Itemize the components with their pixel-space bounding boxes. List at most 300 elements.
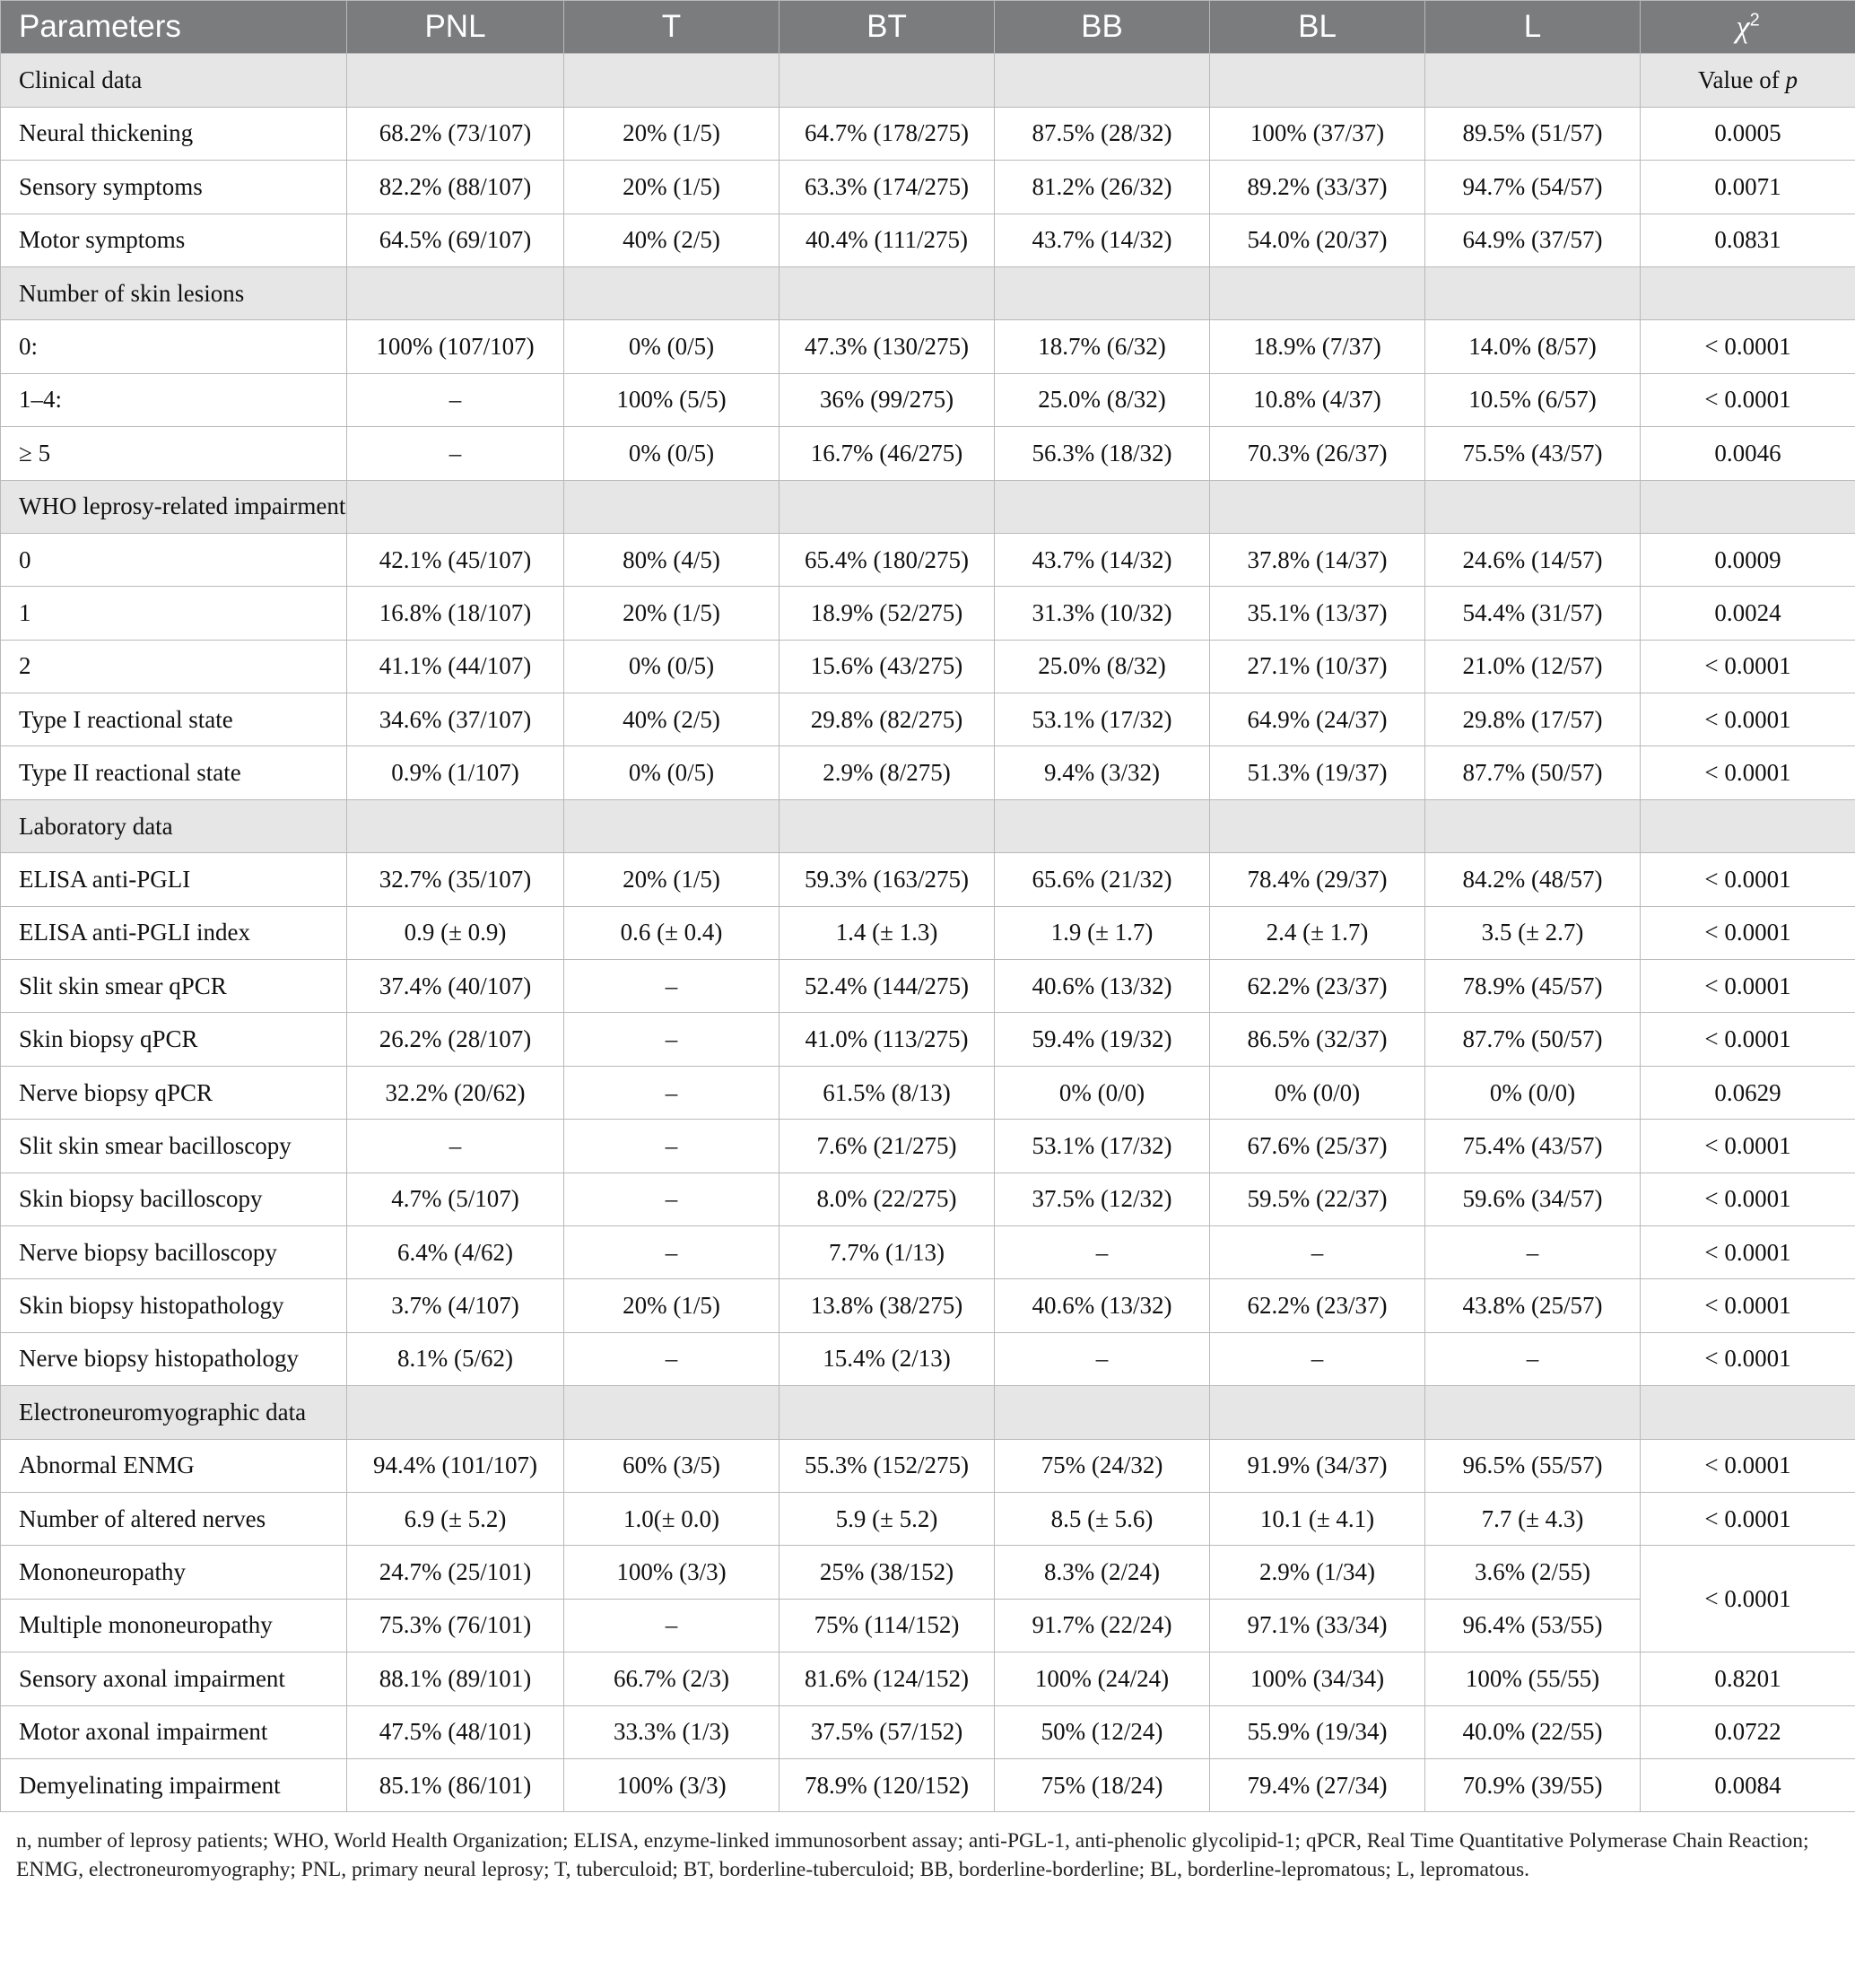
value-cell: 81.6% (124/152) bbox=[779, 1652, 995, 1705]
value-cell: 15.4% (2/13) bbox=[779, 1332, 995, 1385]
value-cell: 2.9% (8/275) bbox=[779, 746, 995, 799]
value-cell: 59.4% (19/32) bbox=[995, 1013, 1210, 1066]
section-pvalue-label bbox=[1641, 266, 1855, 319]
row-label: Slit skin smear qPCR bbox=[1, 960, 347, 1013]
section-empty-cell bbox=[995, 799, 1210, 852]
value-cell: 5.9 (± 5.2) bbox=[779, 1492, 995, 1545]
value-cell: 6.4% (4/62) bbox=[347, 1225, 564, 1278]
pvalue-cell: < 0.0001 bbox=[1641, 1225, 1855, 1278]
value-cell: 25.0% (8/32) bbox=[995, 373, 1210, 426]
pvalue-cell: < 0.0001 bbox=[1641, 320, 1855, 373]
value-cell: – bbox=[347, 427, 564, 480]
value-cell: 16.8% (18/107) bbox=[347, 587, 564, 640]
value-cell: – bbox=[564, 1013, 779, 1066]
row-label: ELISA anti-PGLI bbox=[1, 853, 347, 906]
value-cell: 100% (37/37) bbox=[1210, 107, 1425, 160]
section-row bbox=[1, 1386, 1855, 1439]
pvalue-cell: < 0.0001 bbox=[1641, 1279, 1855, 1332]
value-cell: 47.3% (130/275) bbox=[779, 320, 995, 373]
header-group: PNL bbox=[347, 1, 564, 54]
value-cell: 87.7% (50/57) bbox=[1425, 1013, 1641, 1066]
value-cell: 100% (34/34) bbox=[1210, 1652, 1425, 1705]
table-row bbox=[1, 960, 1855, 1013]
header-group: L bbox=[1425, 1, 1641, 54]
section-empty-cell bbox=[779, 480, 995, 533]
table-footnote: n, number of leprosy patients; WHO, World Health Organization; ELISA, enzyme-linked immunosorbent assay; anti-PGL-1, anti-phenolic glycolipid-1; qPCR, Real Time Quantitative Polymerase Chain Reaction; ENMG, electroneuromyography; PNL, primary neural leprosy; T, tuberculoid; BT, borderline-tuberculoid; BB, borderline-borderline; BL, borderline-lepromatous; L, lepromatous. bbox=[16, 1829, 1809, 1882]
value-cell: 20% (1/5) bbox=[564, 161, 779, 214]
value-cell: 78.4% (29/37) bbox=[1210, 853, 1425, 906]
value-cell: 100% (3/3) bbox=[564, 1546, 779, 1599]
row-label: Skin biopsy bacilloscopy bbox=[1, 1173, 347, 1225]
table-row bbox=[1, 214, 1855, 266]
value-cell: – bbox=[564, 1225, 779, 1278]
row-label: Nerve biopsy bacilloscopy bbox=[1, 1225, 347, 1278]
pvalue-cell: < 0.0001 bbox=[1641, 373, 1855, 426]
value-cell: 54.0% (20/37) bbox=[1210, 214, 1425, 266]
value-cell: 70.3% (26/37) bbox=[1210, 427, 1425, 480]
value-cell: 86.5% (32/37) bbox=[1210, 1013, 1425, 1066]
row-label: ELISA anti-PGLI index bbox=[1, 906, 347, 959]
section-empty-cell bbox=[995, 480, 1210, 533]
value-cell: 4.7% (5/107) bbox=[347, 1173, 564, 1225]
pvalue-cell: < 0.0001 bbox=[1641, 693, 1855, 746]
row-label: Sensory symptoms bbox=[1, 161, 347, 214]
value-cell: 80% (4/5) bbox=[564, 533, 779, 586]
value-cell: 18.7% (6/32) bbox=[995, 320, 1210, 373]
value-cell: 63.3% (174/275) bbox=[779, 161, 995, 214]
pvalue-cell: < 0.0001 bbox=[1641, 960, 1855, 1013]
value-cell: 94.7% (54/57) bbox=[1425, 161, 1641, 214]
pvalue-cell: 0.0831 bbox=[1641, 214, 1855, 266]
value-cell: 43.7% (14/32) bbox=[995, 214, 1210, 266]
value-cell: 25.0% (8/32) bbox=[995, 640, 1210, 693]
value-cell: 47.5% (48/101) bbox=[347, 1705, 564, 1758]
value-cell: 7.6% (21/275) bbox=[779, 1120, 995, 1173]
value-cell: 8.5 (± 5.6) bbox=[995, 1492, 1210, 1545]
value-cell: 3.7% (4/107) bbox=[347, 1279, 564, 1332]
value-cell: 59.3% (163/275) bbox=[779, 853, 995, 906]
chi-superscript: 2 bbox=[1749, 10, 1760, 31]
value-cell: 75.3% (76/101) bbox=[347, 1599, 564, 1652]
value-cell: 1.0(± 0.0) bbox=[564, 1492, 779, 1545]
header-group: BL bbox=[1210, 1, 1425, 54]
table-row bbox=[1, 906, 1855, 959]
value-cell: 1.4 (± 1.3) bbox=[779, 906, 995, 959]
value-cell: 37.5% (57/152) bbox=[779, 1705, 995, 1758]
section-empty-cell bbox=[995, 54, 1210, 107]
section-empty-cell bbox=[564, 54, 779, 107]
pvalue-cell: 0.0024 bbox=[1641, 587, 1855, 640]
pvalue-label-variable: p bbox=[1785, 66, 1798, 94]
value-cell: 37.4% (40/107) bbox=[347, 960, 564, 1013]
table-row bbox=[1, 693, 1855, 746]
section-row bbox=[1, 799, 1855, 852]
value-cell: 91.7% (22/24) bbox=[995, 1599, 1210, 1652]
pvalue-cell: 0.0005 bbox=[1641, 107, 1855, 160]
value-cell: – bbox=[564, 1599, 779, 1652]
value-cell: 91.9% (34/37) bbox=[1210, 1439, 1425, 1492]
pvalue-cell: 0.0009 bbox=[1641, 533, 1855, 586]
value-cell: 100% (3/3) bbox=[564, 1758, 779, 1811]
value-cell: 84.2% (48/57) bbox=[1425, 853, 1641, 906]
value-cell: 21.0% (12/57) bbox=[1425, 640, 1641, 693]
value-cell: 65.4% (180/275) bbox=[779, 533, 995, 586]
value-cell: 100% (5/5) bbox=[564, 373, 779, 426]
table-row bbox=[1, 1652, 1855, 1705]
value-cell: 7.7 (± 4.3) bbox=[1425, 1492, 1641, 1545]
value-cell: 50% (12/24) bbox=[995, 1705, 1210, 1758]
section-empty-cell bbox=[347, 1386, 564, 1439]
section-pvalue-label bbox=[1641, 480, 1855, 533]
value-cell: – bbox=[564, 1173, 779, 1225]
section-empty-cell bbox=[564, 1386, 779, 1439]
value-cell: 41.1% (44/107) bbox=[347, 640, 564, 693]
table-row bbox=[1, 1120, 1855, 1173]
section-empty-cell bbox=[779, 799, 995, 852]
value-cell: 85.1% (86/101) bbox=[347, 1758, 564, 1811]
table-row bbox=[1, 1758, 1855, 1811]
value-cell: 29.8% (82/275) bbox=[779, 693, 995, 746]
value-cell: 26.2% (28/107) bbox=[347, 1013, 564, 1066]
value-cell: – bbox=[564, 960, 779, 1013]
value-cell: 24.7% (25/101) bbox=[347, 1546, 564, 1599]
value-cell: 0% (0/0) bbox=[995, 1066, 1210, 1119]
value-cell: 87.7% (50/57) bbox=[1425, 746, 1641, 799]
value-cell: – bbox=[564, 1066, 779, 1119]
value-cell: 9.4% (3/32) bbox=[995, 746, 1210, 799]
section-empty-cell bbox=[1210, 266, 1425, 319]
value-cell: 32.7% (35/107) bbox=[347, 853, 564, 906]
table-header bbox=[1, 1, 1855, 54]
table-row bbox=[1, 1332, 1855, 1385]
value-cell: 6.9 (± 5.2) bbox=[347, 1492, 564, 1545]
row-label: Sensory axonal impairment bbox=[1, 1652, 347, 1705]
value-cell: 10.5% (6/57) bbox=[1425, 373, 1641, 426]
value-cell: 64.9% (24/37) bbox=[1210, 693, 1425, 746]
header-group: T bbox=[564, 1, 779, 54]
section-empty-cell bbox=[347, 480, 564, 533]
value-cell: 32.2% (20/62) bbox=[347, 1066, 564, 1119]
pvalue-cell: 0.0629 bbox=[1641, 1066, 1855, 1119]
section-row bbox=[1, 54, 1855, 107]
value-cell: 20% (1/5) bbox=[564, 853, 779, 906]
value-cell: 100% (107/107) bbox=[347, 320, 564, 373]
value-cell: 0% (0/5) bbox=[564, 427, 779, 480]
value-cell: 0% (0/0) bbox=[1210, 1066, 1425, 1119]
table-row bbox=[1, 533, 1855, 586]
section-empty-cell bbox=[1425, 54, 1641, 107]
value-cell: 65.6% (21/32) bbox=[995, 853, 1210, 906]
value-cell: – bbox=[995, 1225, 1210, 1278]
value-cell: 81.2% (26/32) bbox=[995, 161, 1210, 214]
chi-symbol: χ bbox=[1736, 9, 1750, 45]
pvalue-cell: < 0.0001 bbox=[1641, 1332, 1855, 1385]
table-row bbox=[1, 853, 1855, 906]
value-cell: 14.0% (8/57) bbox=[1425, 320, 1641, 373]
pvalue-cell: < 0.0001 bbox=[1641, 1492, 1855, 1545]
table-body bbox=[1, 54, 1855, 1812]
section-empty-cell bbox=[1425, 480, 1641, 533]
section-pvalue-label bbox=[1641, 799, 1855, 852]
value-cell: 0% (0/5) bbox=[564, 640, 779, 693]
value-cell: 66.7% (2/3) bbox=[564, 1652, 779, 1705]
value-cell: 55.3% (152/275) bbox=[779, 1439, 995, 1492]
table-row bbox=[1, 587, 1855, 640]
value-cell: 25% (38/152) bbox=[779, 1546, 995, 1599]
table-row bbox=[1, 1173, 1855, 1225]
section-empty-cell bbox=[1425, 799, 1641, 852]
table-row bbox=[1, 1225, 1855, 1278]
section-empty-cell bbox=[347, 799, 564, 852]
value-cell: 62.2% (23/37) bbox=[1210, 960, 1425, 1013]
value-cell: – bbox=[1210, 1332, 1425, 1385]
section-empty-cell bbox=[1425, 1386, 1641, 1439]
table-row bbox=[1, 640, 1855, 693]
value-cell: 3.6% (2/55) bbox=[1425, 1546, 1641, 1599]
value-cell: – bbox=[995, 1332, 1210, 1385]
value-cell: 16.7% (46/275) bbox=[779, 427, 995, 480]
value-cell: 96.4% (53/55) bbox=[1425, 1599, 1641, 1652]
value-cell: 0.9 (± 0.9) bbox=[347, 906, 564, 959]
value-cell: 64.5% (69/107) bbox=[347, 214, 564, 266]
section-empty-cell bbox=[779, 266, 995, 319]
value-cell: 78.9% (45/57) bbox=[1425, 960, 1641, 1013]
value-cell: 67.6% (25/37) bbox=[1210, 1120, 1425, 1173]
value-cell: 24.6% (14/57) bbox=[1425, 533, 1641, 586]
row-label: 0 bbox=[1, 533, 347, 586]
value-cell: 40.6% (13/32) bbox=[995, 1279, 1210, 1332]
row-label: 1 bbox=[1, 587, 347, 640]
row-label: Skin biopsy qPCR bbox=[1, 1013, 347, 1066]
value-cell: 8.0% (22/275) bbox=[779, 1173, 995, 1225]
value-cell: 40.6% (13/32) bbox=[995, 960, 1210, 1013]
value-cell: 2.9% (1/34) bbox=[1210, 1546, 1425, 1599]
table-row bbox=[1, 1492, 1855, 1545]
row-label: Multiple mononeuropathy bbox=[1, 1599, 347, 1652]
value-cell: 70.9% (39/55) bbox=[1425, 1758, 1641, 1811]
section-empty-cell bbox=[347, 54, 564, 107]
table-row bbox=[1, 161, 1855, 214]
value-cell: 82.2% (88/107) bbox=[347, 161, 564, 214]
row-label: Demyelinating impairment bbox=[1, 1758, 347, 1811]
value-cell: 0% (0/5) bbox=[564, 746, 779, 799]
section-title: Clinical data bbox=[1, 54, 347, 107]
section-empty-cell bbox=[564, 266, 779, 319]
section-title: Electroneuromyographic data bbox=[1, 1386, 347, 1439]
value-cell: 75% (24/32) bbox=[995, 1439, 1210, 1492]
row-label: Skin biopsy histopathology bbox=[1, 1279, 347, 1332]
pvalue-cell: < 0.0001 bbox=[1641, 1013, 1855, 1066]
value-cell: 100% (55/55) bbox=[1425, 1652, 1641, 1705]
pvalue-cell: 0.0084 bbox=[1641, 1758, 1855, 1811]
section-pvalue-label bbox=[1641, 1386, 1855, 1439]
table-row bbox=[1, 1013, 1855, 1066]
value-cell: – bbox=[347, 373, 564, 426]
value-cell: 59.5% (22/37) bbox=[1210, 1173, 1425, 1225]
value-cell: 33.3% (1/3) bbox=[564, 1705, 779, 1758]
value-cell: 75.4% (43/57) bbox=[1425, 1120, 1641, 1173]
value-cell: 68.2% (73/107) bbox=[347, 107, 564, 160]
section-empty-cell bbox=[1210, 480, 1425, 533]
value-cell: 40% (2/5) bbox=[564, 693, 779, 746]
pvalue-cell: < 0.0001 bbox=[1641, 640, 1855, 693]
pvalue-cell: 0.0722 bbox=[1641, 1705, 1855, 1758]
value-cell: 18.9% (52/275) bbox=[779, 587, 995, 640]
value-cell: – bbox=[564, 1120, 779, 1173]
pvalue-cell: < 0.0001 bbox=[1641, 1439, 1855, 1492]
pvalue-label-text: Value of bbox=[1698, 66, 1786, 94]
value-cell: 31.3% (10/32) bbox=[995, 587, 1210, 640]
pvalue-cell: < 0.0001 bbox=[1641, 853, 1855, 906]
row-label: Number of altered nerves bbox=[1, 1492, 347, 1545]
value-cell: 89.5% (51/57) bbox=[1425, 107, 1641, 160]
value-cell: 64.9% (37/57) bbox=[1425, 214, 1641, 266]
value-cell: 75.5% (43/57) bbox=[1425, 427, 1641, 480]
table-row bbox=[1, 427, 1855, 480]
value-cell: – bbox=[1425, 1225, 1641, 1278]
value-cell: 75% (18/24) bbox=[995, 1758, 1210, 1811]
value-cell: 79.4% (27/34) bbox=[1210, 1758, 1425, 1811]
row-label: Type I reactional state bbox=[1, 693, 347, 746]
table-row bbox=[1, 373, 1855, 426]
value-cell: 40.4% (111/275) bbox=[779, 214, 995, 266]
row-label: 2 bbox=[1, 640, 347, 693]
value-cell: 56.3% (18/32) bbox=[995, 427, 1210, 480]
section-empty-cell bbox=[1210, 54, 1425, 107]
value-cell: 54.4% (31/57) bbox=[1425, 587, 1641, 640]
section-title: Laboratory data bbox=[1, 799, 347, 852]
value-cell: 20% (1/5) bbox=[564, 587, 779, 640]
value-cell: 75% (114/152) bbox=[779, 1599, 995, 1652]
value-cell: 3.5 (± 2.7) bbox=[1425, 906, 1641, 959]
value-cell: 55.9% (19/34) bbox=[1210, 1705, 1425, 1758]
value-cell: 13.8% (38/275) bbox=[779, 1279, 995, 1332]
row-label: Nerve biopsy qPCR bbox=[1, 1066, 347, 1119]
value-cell: 2.4 (± 1.7) bbox=[1210, 906, 1425, 959]
value-cell: 20% (1/5) bbox=[564, 1279, 779, 1332]
value-cell: 96.5% (55/57) bbox=[1425, 1439, 1641, 1492]
pvalue-cell: < 0.0001 bbox=[1641, 1120, 1855, 1173]
value-cell: 0.9% (1/107) bbox=[347, 746, 564, 799]
section-row bbox=[1, 266, 1855, 319]
value-cell: 41.0% (113/275) bbox=[779, 1013, 995, 1066]
section-empty-cell bbox=[995, 1386, 1210, 1439]
row-label: ≥ 5 bbox=[1, 427, 347, 480]
value-cell: – bbox=[347, 1120, 564, 1173]
row-label: Neural thickening bbox=[1, 107, 347, 160]
value-cell: 27.1% (10/37) bbox=[1210, 640, 1425, 693]
section-empty-cell bbox=[1425, 266, 1641, 319]
value-cell: 0% (0/0) bbox=[1425, 1066, 1641, 1119]
pvalue-cell: 0.0071 bbox=[1641, 161, 1855, 214]
value-cell: – bbox=[1425, 1332, 1641, 1385]
value-cell: 42.1% (45/107) bbox=[347, 533, 564, 586]
pvalue-cell: < 0.0001 bbox=[1641, 746, 1855, 799]
section-pvalue-label bbox=[1641, 54, 1855, 107]
value-cell: 37.5% (12/32) bbox=[995, 1173, 1210, 1225]
value-cell: 1.9 (± 1.7) bbox=[995, 906, 1210, 959]
value-cell: 97.1% (33/34) bbox=[1210, 1599, 1425, 1652]
value-cell: 40.0% (22/55) bbox=[1425, 1705, 1641, 1758]
pvalue-cell: < 0.0001 bbox=[1641, 906, 1855, 959]
row-label: Abnormal ENMG bbox=[1, 1439, 347, 1492]
value-cell: 43.8% (25/57) bbox=[1425, 1279, 1641, 1332]
pvalue-cell: < 0.0001 bbox=[1641, 1546, 1855, 1652]
value-cell: – bbox=[564, 1332, 779, 1385]
section-empty-cell bbox=[1210, 799, 1425, 852]
value-cell: 51.3% (19/37) bbox=[1210, 746, 1425, 799]
pvalue-cell: 0.8201 bbox=[1641, 1652, 1855, 1705]
row-label: Motor symptoms bbox=[1, 214, 347, 266]
value-cell: 59.6% (34/57) bbox=[1425, 1173, 1641, 1225]
pvalue-cell: 0.0046 bbox=[1641, 427, 1855, 480]
value-cell: 64.7% (178/275) bbox=[779, 107, 995, 160]
value-cell: 78.9% (120/152) bbox=[779, 1758, 995, 1811]
header-group: BB bbox=[995, 1, 1210, 54]
value-cell: 52.4% (144/275) bbox=[779, 960, 995, 1013]
row-label: 0: bbox=[1, 320, 347, 373]
value-cell: 94.4% (101/107) bbox=[347, 1439, 564, 1492]
value-cell: 37.8% (14/37) bbox=[1210, 533, 1425, 586]
value-cell: 53.1% (17/32) bbox=[995, 1120, 1210, 1173]
value-cell: 61.5% (8/13) bbox=[779, 1066, 995, 1119]
section-empty-cell bbox=[1210, 1386, 1425, 1439]
value-cell: 15.6% (43/275) bbox=[779, 640, 995, 693]
value-cell: 53.1% (17/32) bbox=[995, 693, 1210, 746]
row-label: Type II reactional state bbox=[1, 746, 347, 799]
value-cell: 88.1% (89/101) bbox=[347, 1652, 564, 1705]
table-row bbox=[1, 746, 1855, 799]
table-row bbox=[1, 1439, 1855, 1492]
value-cell: 60% (3/5) bbox=[564, 1439, 779, 1492]
section-empty-cell bbox=[779, 1386, 995, 1439]
section-empty-cell bbox=[564, 480, 779, 533]
value-cell: 7.7% (1/13) bbox=[779, 1225, 995, 1278]
table-row bbox=[1, 1705, 1855, 1758]
header-parameters: Parameters bbox=[1, 1, 347, 54]
value-cell: 10.1 (± 4.1) bbox=[1210, 1492, 1425, 1545]
section-empty-cell bbox=[995, 266, 1210, 319]
value-cell: 100% (24/24) bbox=[995, 1652, 1210, 1705]
section-empty-cell bbox=[347, 266, 564, 319]
value-cell: – bbox=[1210, 1225, 1425, 1278]
header-row bbox=[1, 1, 1855, 54]
header-group: BT bbox=[779, 1, 995, 54]
value-cell: 0% (0/5) bbox=[564, 320, 779, 373]
value-cell: 87.5% (28/32) bbox=[995, 107, 1210, 160]
row-label: Slit skin smear bacilloscopy bbox=[1, 1120, 347, 1173]
table-row bbox=[1, 320, 1855, 373]
row-label: Nerve biopsy histopathology bbox=[1, 1332, 347, 1385]
value-cell: 10.8% (4/37) bbox=[1210, 373, 1425, 426]
section-empty-cell bbox=[564, 799, 779, 852]
table-row bbox=[1, 1066, 1855, 1119]
value-cell: 89.2% (33/37) bbox=[1210, 161, 1425, 214]
header-chi-square bbox=[1641, 1, 1855, 54]
value-cell: 40% (2/5) bbox=[564, 214, 779, 266]
value-cell: 36% (99/275) bbox=[779, 373, 995, 426]
section-title: Number of skin lesions bbox=[1, 266, 347, 319]
table-row bbox=[1, 1599, 1855, 1652]
section-title: WHO leprosy-related impairment bbox=[1, 480, 347, 533]
value-cell: 0.6 (± 0.4) bbox=[564, 906, 779, 959]
table-row bbox=[1, 1279, 1855, 1332]
value-cell: 43.7% (14/32) bbox=[995, 533, 1210, 586]
value-cell: 62.2% (23/37) bbox=[1210, 1279, 1425, 1332]
table-row bbox=[1, 1546, 1855, 1599]
value-cell: 20% (1/5) bbox=[564, 107, 779, 160]
value-cell: 34.6% (37/107) bbox=[347, 693, 564, 746]
